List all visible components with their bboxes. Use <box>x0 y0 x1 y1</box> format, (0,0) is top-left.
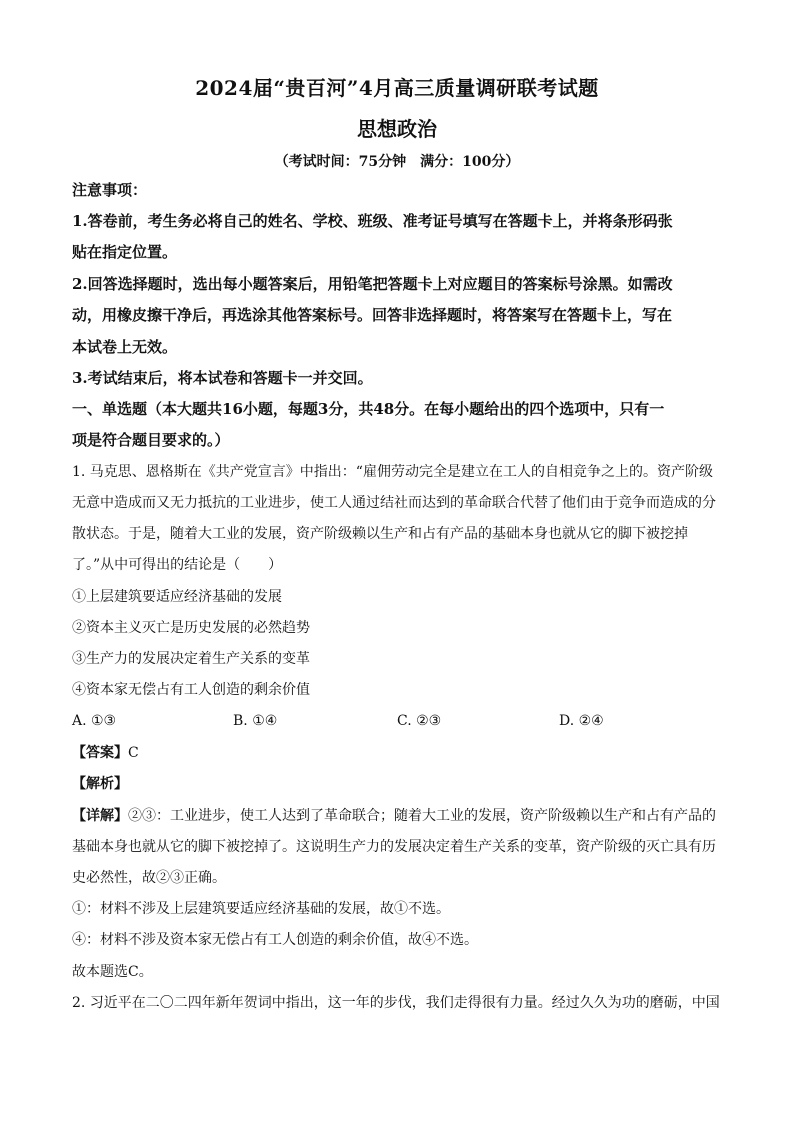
question-stem: 2. 习近平在二〇二四年新年贺词中指出，这一年的步伐，我们走得很有力量。经过久久为功的磨砺，中国 <box>72 995 720 1011</box>
answer-line <box>72 743 139 763</box>
question-item: ③生产力的发展决定着生产关系的变革 <box>72 651 310 667</box>
detail-text: ②③：工业进步，使工人达到了革命联合；随着大工业的发展，资产阶级赖以生产和占有产品的 <box>128 808 716 824</box>
analysis-tag <box>72 774 128 794</box>
detail-line: 基础本身也就从它的脚下被挖掉了。这说明生产力的发展决定着生产关系的变革，资产阶级的灭亡具有历 <box>72 839 716 855</box>
detail-line: ④：材料不涉及资本家无偿占有工人创造的剩余价值，故④不选。 <box>72 932 478 948</box>
section-heading: 一、单选题（本大题共16小题，每题3分，共48分。在每小题给出的四个选项中，只有一 <box>72 400 665 418</box>
option-a: A. ①③ <box>72 713 117 729</box>
question-stem: 无意中造成而又无力抵抗的工业进步，使工人通过结社而达到的革命联合代替了他们由于竞争而造成的分 <box>72 495 716 511</box>
option-c: C. ②③ <box>397 713 442 729</box>
detail-line <box>72 806 716 826</box>
notice-line: 贴在指定位置。 <box>72 243 178 261</box>
section-heading: 项是符合题目要求的。） <box>72 431 230 449</box>
option-d: D. ②④ <box>559 713 604 729</box>
question-stem: 1. 马克思、恩格斯在《共产党宣言》中指出：“雇佣劳动完全是建立在工人的自相竞争之上的。资产阶级 <box>72 464 713 480</box>
question-item: ②资本主义灭亡是历史发展的必然趋势 <box>72 620 310 636</box>
answer-tag: 【答案】 <box>72 745 128 761</box>
detail-line: 史必然性，故②③正确。 <box>72 870 226 886</box>
question-item: ①上层建筑要适应经济基础的发展 <box>72 589 282 605</box>
detail-line: ①：材料不涉及上层建筑要适应经济基础的发展，故①不选。 <box>72 901 450 917</box>
notice-heading: 注意事项： <box>72 181 148 199</box>
exam-info: （考试时间：75分钟 满分：100分） <box>274 154 520 170</box>
question-item: ④资本家无偿占有工人创造的剩余价值 <box>72 682 310 698</box>
question-stem: 散状态。于是，随着大工业的发展，资产阶级赖以生产和占有产品的基础本身也就从它的脚下被挖掉 <box>72 526 688 542</box>
notice-line: 本试卷上无效。 <box>72 338 178 356</box>
detail-tag: 【详解】 <box>72 808 128 824</box>
detail-line: 故本题选C。 <box>72 964 153 980</box>
subject-title: 思想政治 <box>357 117 437 141</box>
exam-title: 2024届“贵百河”4月高三质量调研联考试题 <box>195 76 599 100</box>
notice-line: 3.考试结束后，将本试卷和答题卡一并交回。 <box>72 369 373 387</box>
option-b: B. ①④ <box>233 713 278 729</box>
analysis-label: 【解析】 <box>72 776 128 792</box>
answer-value: C <box>128 745 139 761</box>
question-stem: 了。”从中可得出的结论是（ ） <box>72 557 283 573</box>
notice-line: 动，用橡皮擦干净后，再选涂其他答案标号。回答非选择题时，将答案写在答题卡上，写在 <box>72 306 673 324</box>
notice-line: 2.回答选择题时，选出每小题答案后，用铅笔把答题卡上对应题目的答案标号涂黑。如需改 <box>72 275 673 293</box>
notice-line: 1.答卷前，考生务必将自己的姓名、学校、班级、准考证号填写在答题卡上，并将条形码张 <box>72 212 673 230</box>
